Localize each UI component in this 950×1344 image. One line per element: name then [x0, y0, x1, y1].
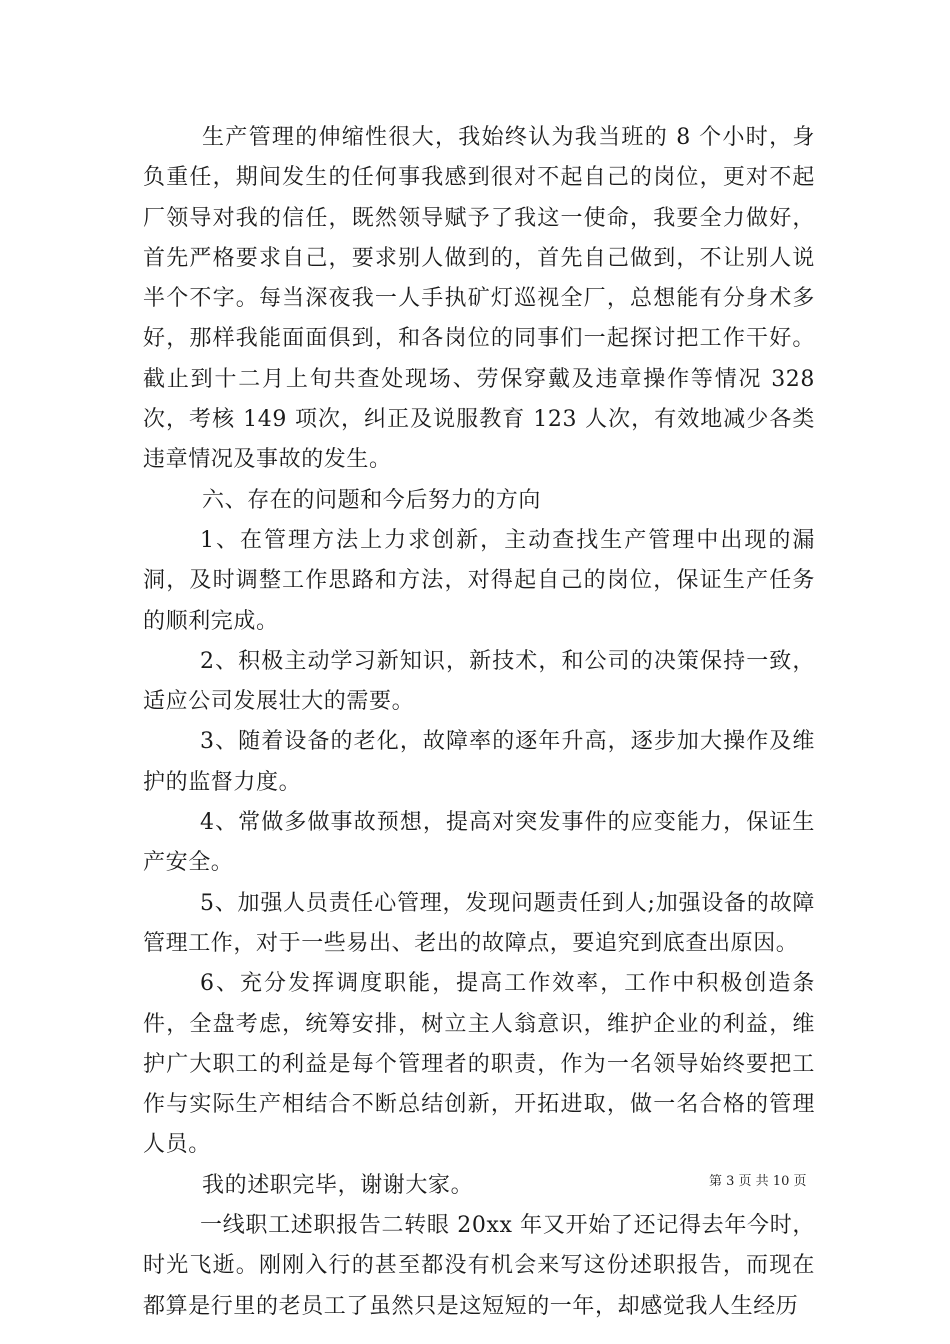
closing-remark: 我的述职完毕，谢谢大家。 [202, 1172, 474, 1198]
document-body [143, 118, 815, 1327]
paragraph-production-management: 生产管理的伸缩性很大，我始终认为我当班的 8 个小时，身负重任，期间发生的任何事我感到很对不起自己的岗位，更对不起厂领导对我的信任，既然领导赋予了我这一使命，我要全力做好，首先严格要求自己，要求别人做到的，首先自己做到，不让别人说半个不字。每当深夜我一人手执矿灯巡视全厂，总想能有分身术多好，那样我能面面俱到，和各岗位的同事们一起探讨把工作干好。截止到十二月上旬共查处现场、劳保穿戴及违章操作等情况 328 次，考核 149 项次，纠正及说服教育 123 人次，有效地减少各类违章情况及事故的发生。 [143, 125, 815, 473]
list-item-5-responsibility: 5、加强人员责任心管理，发现问题责任到人;加强设备的故障管理工作，对于一些易出、老出的故障点，要追究到底查出原因。 [143, 890, 815, 956]
list-item-1-management-innovation: 1、在管理方法上力求创新，主动查找生产管理中出现的漏洞，及时调整工作思路和方法，对得起自己的岗位，保证生产任务的顺利完成。 [143, 527, 815, 634]
list-item-4-accident-prevention: 4、常做多做事故预想，提高对突发事件的应变能力，保证生产安全。 [143, 810, 815, 876]
list-item-6-dispatch-efficiency: 6、充分发挥调度职能，提高工作效率，工作中积极创造条件，全盘考虑，统筹安排，树立主人翁意识，维护企业的利益，维护广大职工的利益是每个管理者的职责，作为一名领导始终要把工作与实际生产相结合不断总结创新，开拓进取，做一名合格的管理人员。 [143, 971, 815, 1158]
list-item-2-learning: 2、积极主动学习新知识，新技术，和公司的决策保持一致，适应公司发展壮大的需要。 [143, 648, 815, 715]
list-item-3-equipment-aging: 3、随着设备的老化，故障率的逐年升高，逐步加大操作及维护的监督力度。 [143, 729, 815, 795]
section-heading-problems-and-direction: 六、存在的问题和今后努力的方向 [202, 487, 542, 513]
paragraph-second-report-intro: 一线职工述职报告二转眼 20xx 年又开始了还记得去年今时，时光飞逝。刚刚入行的甚至都没有机会来写这份述职报告，而现在都算是行里的老员工了虽然只是这短短的一年，却感觉我人生经历 [143, 1213, 815, 1319]
page-number-footer: 第 3 页 共 10 页 [709, 1174, 807, 1189]
